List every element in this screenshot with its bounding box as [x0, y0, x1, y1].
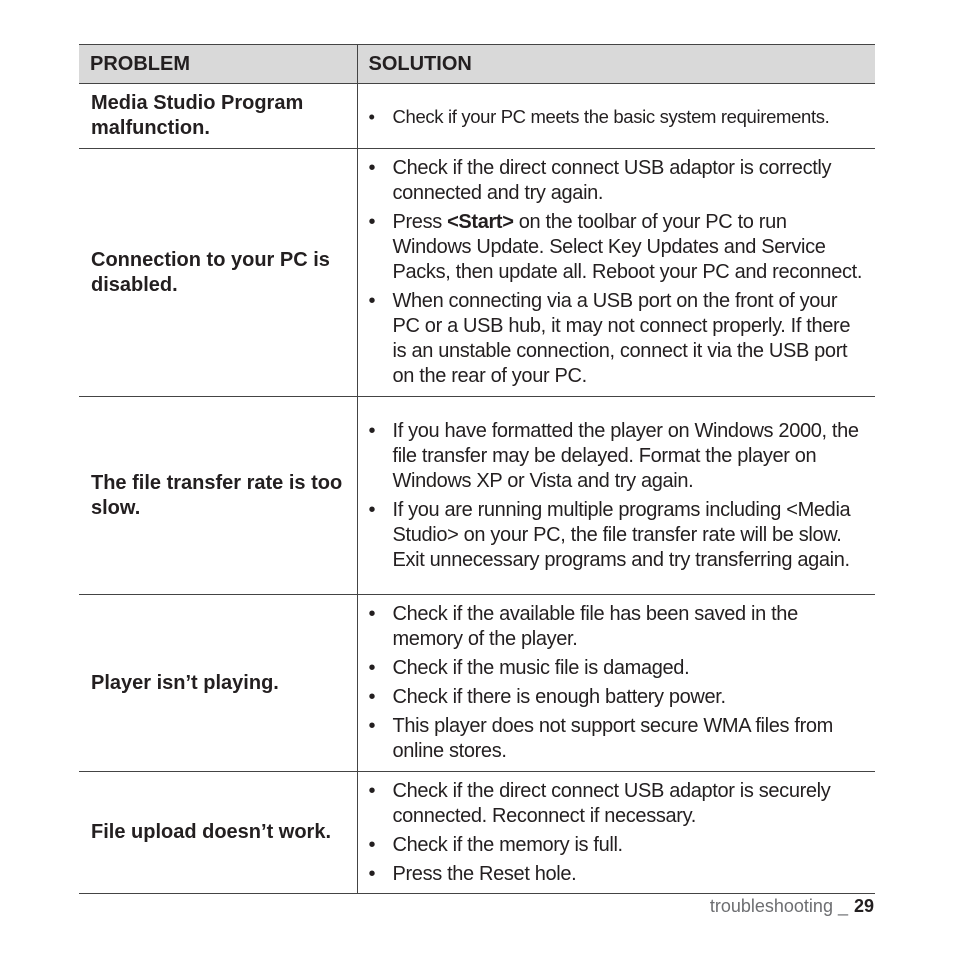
problem-column-header: PROBLEM	[79, 45, 357, 84]
bullet-icon: •	[368, 657, 376, 679]
solution-cell	[357, 84, 875, 149]
page-footer	[710, 896, 874, 917]
problem-cell: Media Studio Program malfunction.	[79, 84, 357, 149]
solution-item	[368, 656, 866, 681]
solution-cell	[357, 149, 875, 397]
solution-item	[368, 419, 866, 494]
bullet-icon: •	[368, 105, 375, 127]
solution-cell	[357, 595, 875, 772]
solution-text: on the toolbar of your PC to run Windows Update. Select Key Updates and Service Packs, then update all. Reboot your PC and reconnect.	[392, 211, 863, 283]
bullet-icon: •	[368, 715, 376, 737]
solution-text: If you have formatted the player on Windows 2000, the file transfer may be delayed. Format the player on Windows XP or Vista and try again.	[392, 419, 859, 492]
table-row	[79, 397, 875, 595]
solution-item	[368, 104, 866, 129]
solution-cell	[357, 772, 875, 894]
solution-list	[368, 602, 866, 764]
solution-item	[368, 289, 866, 389]
bullet-icon: •	[368, 419, 376, 442]
page-number: 29	[853, 896, 874, 916]
solution-text: Press the Reset hole.	[392, 862, 577, 885]
solution-text: Check if the music file is damaged.	[392, 657, 690, 679]
table-row	[79, 149, 875, 397]
solution-text: If you are running multiple programs including <Media Studio> on your PC, the file transfer rate will be slow. Exit unnecessary programs and try transferring again.	[392, 498, 851, 571]
bullet-icon: •	[368, 211, 376, 233]
bullet-icon: •	[368, 603, 376, 625]
solution-item	[368, 210, 866, 285]
solution-list	[368, 419, 866, 573]
solution-item	[368, 779, 866, 829]
solution-text: Check if the memory is full.	[392, 833, 623, 856]
footer-section-label: troubleshooting _	[709, 896, 848, 916]
solution-item	[368, 833, 866, 858]
bullet-icon: •	[368, 779, 376, 802]
solution-item	[368, 602, 866, 652]
solution-list	[368, 779, 866, 887]
solution-item	[368, 862, 866, 887]
solution-text: Check if the available file has been saved in the memory of the player.	[392, 603, 798, 650]
troubleshooting-table	[79, 44, 875, 894]
solution-item	[368, 156, 866, 206]
problem-cell: File upload doesn’t work.	[79, 772, 357, 894]
bullet-icon: •	[368, 833, 376, 856]
problem-cell: Player isn’t playing.	[79, 595, 357, 772]
solution-text: This player does not support secure WMA files from online stores.	[392, 715, 833, 762]
bullet-icon: •	[368, 862, 376, 885]
solution-column-header: SOLUTION	[357, 45, 875, 84]
table-header-row	[79, 45, 875, 84]
table-row	[79, 84, 875, 149]
solution-item	[368, 714, 866, 764]
solution-cell	[357, 397, 875, 595]
solution-text: Check if your PC meets the basic system requirements.	[392, 105, 830, 127]
bullet-icon: •	[368, 498, 376, 521]
solution-list	[368, 156, 866, 389]
start-key-label: <Start>	[447, 211, 514, 233]
bullet-icon: •	[368, 290, 376, 312]
table-row	[79, 595, 875, 772]
problem-cell: Connection to your PC is disabled.	[79, 149, 357, 397]
solution-text: Check if the direct connect USB adaptor is securely connected. Reconnect if necessary.	[392, 779, 831, 827]
solution-list	[368, 104, 866, 129]
solution-text: Press	[392, 211, 448, 233]
solution-item	[368, 498, 866, 573]
table-row	[79, 772, 875, 894]
solution-text: When connecting via a USB port on the front of your PC or a USB hub, it may not connect properly. If there is an unstable connection, connect it via the USB port on the rear of your PC.	[392, 290, 851, 387]
solution-item	[368, 685, 866, 710]
problem-cell: The file transfer rate is too slow.	[79, 397, 357, 595]
bullet-icon: •	[368, 157, 376, 179]
solution-text: Check if there is enough battery power.	[392, 686, 726, 708]
solution-text: Check if the direct connect USB adaptor is correctly connected and try again.	[392, 157, 832, 204]
bullet-icon: •	[368, 686, 376, 708]
